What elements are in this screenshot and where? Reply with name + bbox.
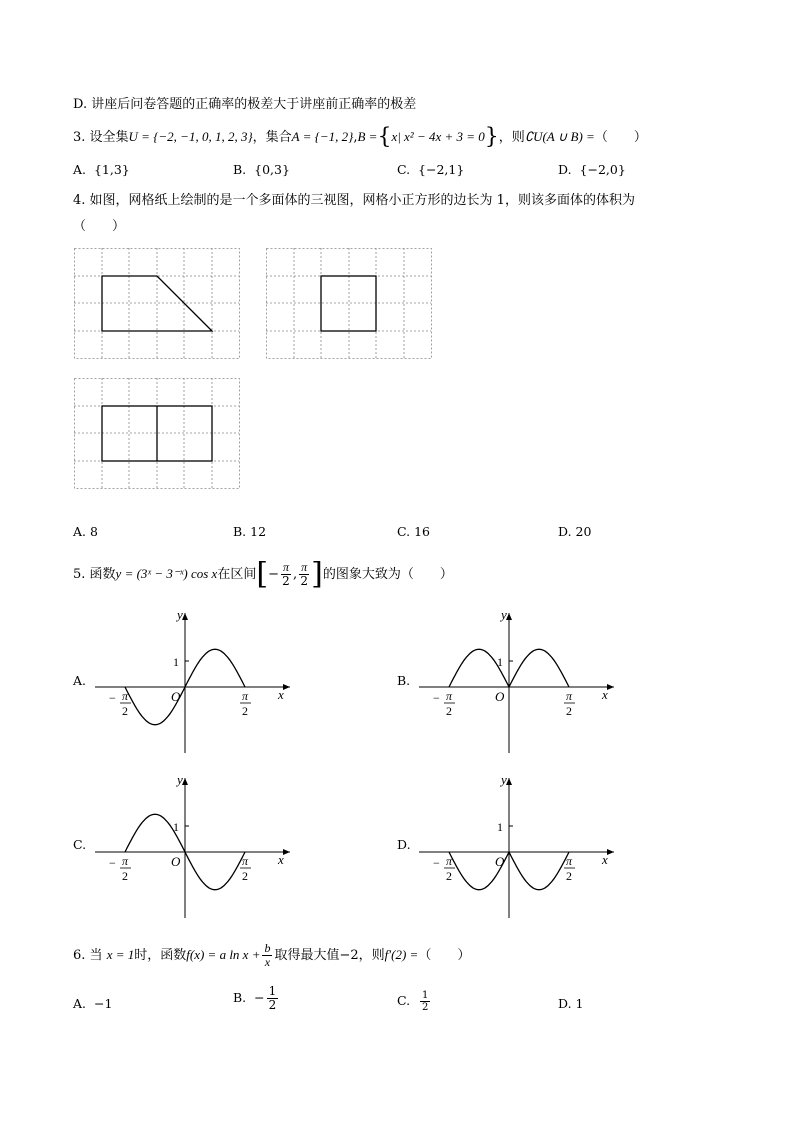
neg-sign: − xyxy=(433,856,440,870)
pos-two-label: 2 xyxy=(566,704,572,718)
front-view-grid xyxy=(74,248,242,360)
q6-option-a[interactable]: A. −1 xyxy=(73,996,113,1011)
q6-function: f(x) = a ln x + xyxy=(186,947,261,962)
pos-two-label: 2 xyxy=(242,869,248,883)
neg-two-label: 2 xyxy=(446,704,452,718)
q3-answer-blank: （ ） xyxy=(594,130,647,145)
pos-two-label: 2 xyxy=(242,704,248,718)
q5-option-a-label[interactable]: A. xyxy=(73,673,87,688)
q5-option-c-label[interactable]: C. xyxy=(73,837,87,852)
q3-option-c[interactable]: C. {−2,1} xyxy=(397,162,465,177)
x-axis-arrow xyxy=(283,849,290,855)
q5-graph-b[interactable] xyxy=(414,605,624,755)
pos-pi-label: π xyxy=(566,854,573,868)
origin-label: O xyxy=(171,689,181,704)
question-5: 5. 函数y = (3ˣ − 3⁻ˣ) cos x在区间[− $\frac{\pi}{2}$ , $\frac{\pi}{2}$ ]的图象大致为（ ） xyxy=(73,556,453,592)
q4-option-b[interactable]: B. 12 xyxy=(233,524,267,539)
neg-pi-label: π xyxy=(446,854,453,868)
neg-sign: − xyxy=(109,691,116,705)
square-shape xyxy=(321,276,376,331)
y-axis-label: y xyxy=(501,772,507,787)
q3-set-a: A = {−1, 2} xyxy=(291,129,354,144)
q5-function: y = (3ˣ − 3⁻ˣ) cos x xyxy=(115,566,218,581)
x-axis-arrow xyxy=(283,684,290,690)
question-3: 3. 设全集U = {−2, −1, 0, 1, 2, 3}，集合A = {−1, 2},B ={x| x² − 4x + 3 = 0}，则∁U(A ∪ B) =（ ） xyxy=(73,124,647,150)
q3-option-d[interactable]: D. {−2,0} xyxy=(558,162,626,177)
neg-sign: − xyxy=(109,856,116,870)
q3-set-b-body: x| x² − 4x + 3 = 0 xyxy=(391,129,485,144)
y-tick-label-1: 1 xyxy=(497,655,503,669)
q3-option-a[interactable]: A. {1,3} xyxy=(73,162,130,177)
q3-set-b-label: B = xyxy=(357,129,378,144)
side-view-grid xyxy=(266,248,434,360)
y-axis-arrow xyxy=(182,613,188,620)
y-axis-arrow xyxy=(506,613,512,620)
q4-line-2: （ ） xyxy=(73,219,126,234)
q3-prefix: 3. 设全集 xyxy=(73,130,129,145)
question-6: 6. 当 x = 1时，函数f(x) = a ln x + $\frac{b}{x}$ 取得最大值−2，则f′(2) =（ ） xyxy=(73,941,471,969)
y-axis-arrow xyxy=(182,778,188,785)
neg-two-label: 2 xyxy=(446,869,452,883)
q3-expression: ∁U(A ∪ B) = xyxy=(524,129,595,144)
x-axis-label: x xyxy=(278,687,284,702)
q6-option-b[interactable]: B. − $\frac{1}{2}$ xyxy=(233,984,277,1012)
x-axis-label: x xyxy=(278,852,284,867)
y-tick-label-1: 1 xyxy=(173,655,179,669)
pos-pi-label: π xyxy=(242,689,249,703)
neg-sign: − xyxy=(433,691,440,705)
x-axis-arrow xyxy=(607,684,614,690)
q4-option-a[interactable]: A. 8 xyxy=(73,524,98,539)
q5-graph-d[interactable] xyxy=(414,770,624,920)
q6-option-c[interactable]: C. $\frac{1}{2}$ xyxy=(397,990,429,1013)
y-axis-label: y xyxy=(501,607,507,622)
q2-option-d: D. 讲座后问卷答题的正确率的极差大于讲座前正确率的极差 xyxy=(73,97,417,112)
q5-graph-c[interactable] xyxy=(90,770,300,920)
y-axis-label: y xyxy=(177,772,183,787)
origin-label: O xyxy=(495,689,505,704)
y-tick-label-1: 1 xyxy=(173,820,179,834)
neg-pi-label: π xyxy=(446,689,453,703)
q3-mid: ，集合 xyxy=(252,130,292,145)
y-axis-arrow xyxy=(506,778,512,785)
pos-two-label: 2 xyxy=(566,869,572,883)
pos-pi-label: π xyxy=(566,689,573,703)
pos-pi-label: π xyxy=(242,854,249,868)
q3-then: ，则 xyxy=(498,130,525,145)
y-tick-label-1: 1 xyxy=(497,820,503,834)
q6-option-d[interactable]: D. 1 xyxy=(558,996,584,1011)
q4-option-c[interactable]: C. 16 xyxy=(397,524,430,539)
neg-two-label: 2 xyxy=(122,869,128,883)
top-view-grid xyxy=(74,378,242,490)
q3-option-b[interactable]: B. {0,3} xyxy=(233,162,290,177)
origin-label: O xyxy=(495,854,505,869)
x-axis-label: x xyxy=(602,852,608,867)
origin-label: O xyxy=(171,854,181,869)
q3-universal-set: U = {−2, −1, 0, 1, 2, 3} xyxy=(128,129,253,144)
neg-pi-label: π xyxy=(122,854,129,868)
neg-pi-label: π xyxy=(122,689,129,703)
y-axis-label: y xyxy=(177,607,183,622)
q5-option-b-label[interactable]: B. xyxy=(397,673,411,688)
q5-graph-a[interactable] xyxy=(90,605,300,755)
q4-option-d[interactable]: D. 20 xyxy=(558,524,592,539)
q5-option-d-label[interactable]: D. xyxy=(397,837,411,852)
neg-two-label: 2 xyxy=(122,704,128,718)
x-axis-label: x xyxy=(602,687,608,702)
q4-line-1: 4. 如图，网格纸上绘制的是一个多面体的三视图，网格小正方形的边长为 1，则该多面体的体积为 xyxy=(73,193,635,208)
x-axis-arrow xyxy=(607,849,614,855)
